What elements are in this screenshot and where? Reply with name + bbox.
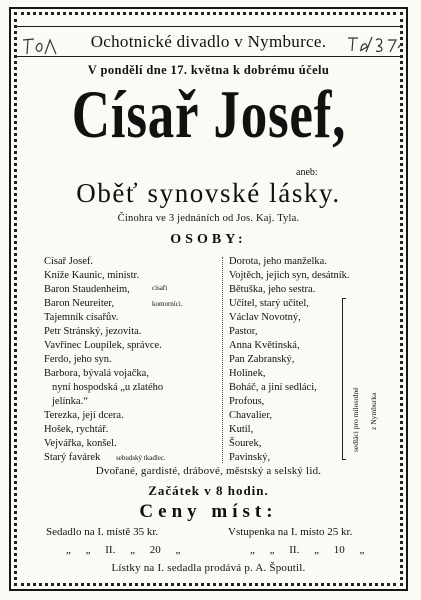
cast-entry-continuation: nyní hospodská „u zlatého: [52, 382, 164, 393]
cast-entry-name: Starý favárek: [44, 452, 101, 463]
prices-heading: Ceny míst:: [139, 501, 278, 522]
cast-entry-name: Baron Neureiter,: [44, 298, 115, 309]
cast-entry: Profous,: [229, 396, 265, 407]
chamberlain-note: císaři: [152, 284, 168, 292]
cast-heading: OSOBY:: [170, 232, 247, 247]
cast-entry: Ferdo, jeho syn.: [44, 354, 112, 365]
price-entry-first: Vstupenka na I. místo 25 kr.: [228, 526, 353, 538]
cast-entry: Hošek, rychtář.: [44, 424, 109, 435]
cast-entry: Barbora, bývalá vojačka,: [44, 368, 149, 379]
cast-entry-continuation: jelínka.“: [52, 396, 88, 407]
cast-entry: Tajemník císařův.: [44, 312, 119, 323]
genre-author-line: Činohra ve 3 jednáních od Jos. Kaj. Tyla.: [117, 213, 300, 224]
price-seat-second: „ „ II. „ 20 „: [66, 544, 181, 556]
cast-entry: Terezka, její dcera.: [44, 410, 124, 421]
date-line: V pondělí dne 17. května k dobrému účelu: [87, 63, 330, 77]
price-entry-second: „ „ II. „ 10 „: [250, 544, 365, 556]
cast-entry: [44, 297, 220, 311]
cast-list-right: [229, 255, 397, 465]
cast-entry: Bětuška, jeho sestra.: [229, 284, 316, 295]
start-time: Začátek v 8 hodin.: [148, 483, 269, 498]
theatre-name: Ochotnické divadlo v Nymburce.: [90, 32, 327, 51]
cast-entry: Boháč, a jiní sedláci,: [229, 382, 317, 393]
aneb-label: aneb:: [296, 167, 318, 178]
title-block: [16, 76, 401, 160]
cast-entry: Pavinský,: [229, 452, 271, 463]
cast-entry: [44, 451, 220, 465]
cast-entry: Pastor,: [229, 326, 258, 337]
cast-entry: Petr Stránský, jezovita.: [44, 326, 142, 337]
cast-bracket: [342, 298, 346, 460]
cast-entry: Vojtěch, jejich syn, desátník.: [229, 270, 350, 281]
price-seat-first: Sedadlo na I. místě 35 kr.: [46, 526, 159, 538]
cast-entry: [44, 283, 220, 297]
extras-line: Dvořané, gardisté, drábové, městský a selský lid.: [95, 465, 322, 477]
cast-entry: Chavalier,: [229, 410, 273, 421]
cast-entry-name: Baron Staudenheim,: [44, 284, 130, 295]
margin-note-vertical: sedláci pro milosrdné: [351, 387, 360, 452]
cast-entry: Vavřinec Loupílek, správce.: [44, 340, 162, 351]
play-title: Císař Josef,: [71, 76, 346, 152]
margin-note-vertical: z Nymburka: [369, 392, 378, 430]
cast-entry: Císař Josef.: [44, 256, 93, 267]
header-rule-top: [16, 26, 401, 27]
weaver-note: sebudský tkadlec.: [116, 454, 166, 462]
cast-entry: Šourek,: [229, 438, 262, 449]
cast-entry: Kutil,: [229, 424, 254, 435]
cast-column-separator: [222, 257, 223, 463]
ticket-sales-line: Lístky na I. sedadla prodává p. A. Špoutil.: [111, 562, 306, 574]
cast-entry: Dorota, jeho manželka.: [229, 256, 327, 267]
cast-entry: Vejvářka, konšel.: [44, 438, 117, 449]
cast-entry: Anna Květinská,: [229, 340, 300, 351]
cast-entry: Holinek,: [229, 368, 266, 379]
cast-entry: Václav Novotný,: [229, 312, 301, 323]
cast-entry: Učitel, starý učitel,: [229, 298, 309, 309]
cast-entry: Kníže Kaunic, ministr.: [44, 270, 140, 281]
cast-entry: Pan Zabranský,: [229, 354, 295, 365]
chamberlain-note: komorníci.: [152, 300, 183, 308]
play-subtitle: Oběť synovské lásky.: [76, 178, 341, 208]
cast-list-left: [44, 255, 220, 465]
header-rule-bottom: [16, 56, 401, 57]
